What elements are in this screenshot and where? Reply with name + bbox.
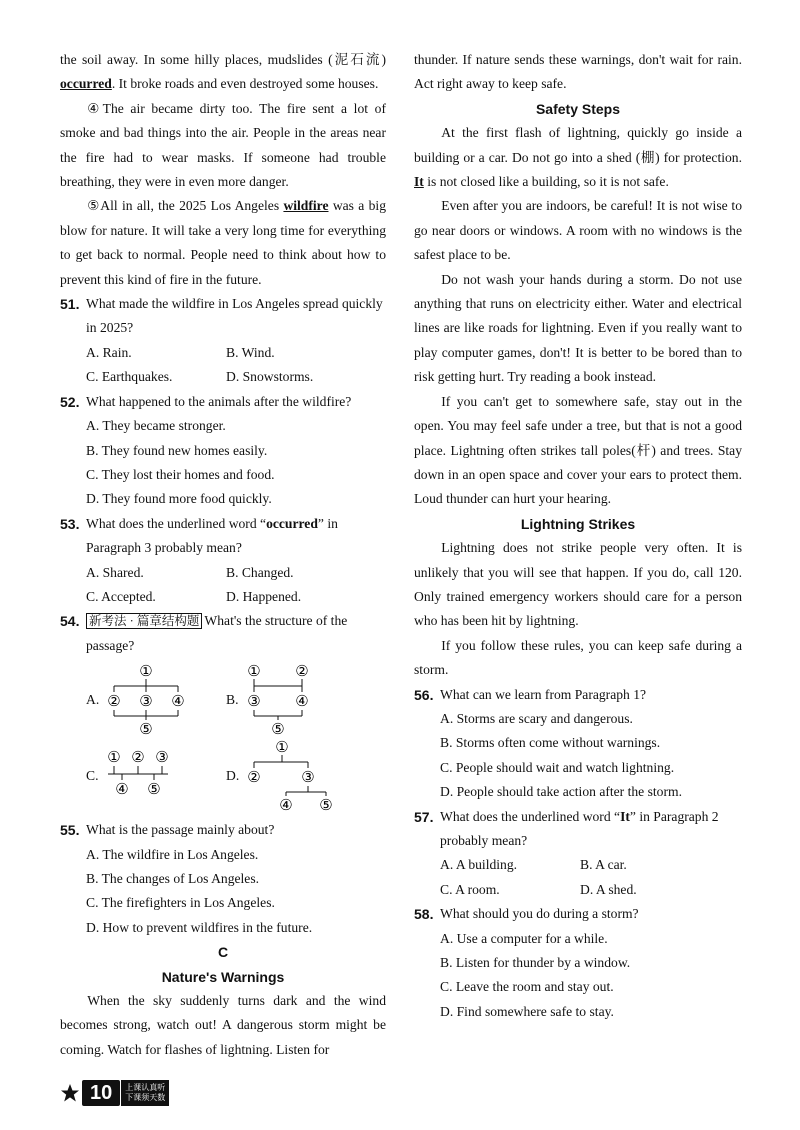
option[interactable]: B. Wind.	[226, 344, 275, 360]
heading-lightning-strikes: Lightning Strikes	[520, 515, 636, 532]
question-55: 55. What is the passage mainly about?	[60, 822, 275, 839]
safety-paragraph-3: Do not wash your hands during a storm. Do not use anything that runs on electricity either. Water and electrical lines are like roads for lightning. Even if you really want to play computer games, don't! It is better to be bored than to risk getting hurt. Try reading a book instead.	[414, 271, 742, 385]
question-51: 51. What made the wildfire in Los Angeles spread quickly in 2025?	[60, 296, 383, 336]
strikes-paragraph-2: If you follow these rules, you can keep safe during a storm.	[414, 637, 742, 678]
paragraph-5: ⑤All in all, the 2025 Los Angeles wildfire was a big blow for nature. It will take a very long time for everything to get back to normal. People need to think about how to prevent this kind of fire in the future.	[60, 198, 386, 287]
structure-diagrams	[60, 662, 386, 814]
question-57-options	[414, 853, 742, 902]
option[interactable]: D. People should take action after the storm.	[440, 784, 682, 800]
question-53: 53. What does the underlined word “occurred” in Paragraph 3 probably mean?	[60, 515, 338, 556]
svg-text:①: ①	[275, 740, 289, 757]
question-56-options	[414, 707, 742, 805]
svg-text:④: ④	[279, 798, 293, 815]
svg-text:②: ②	[131, 750, 145, 767]
option[interactable]: A. Use a computer for a while.	[440, 930, 608, 946]
footer-slogan: 上课认真听 下课须天数	[121, 1080, 169, 1106]
star-icon	[60, 1083, 80, 1103]
option[interactable]: A. Shared.	[86, 564, 144, 580]
structure-diagram-b	[242, 664, 332, 739]
svg-text:②: ②	[107, 694, 121, 711]
svg-text:⑤: ⑤	[319, 798, 333, 815]
question-55-options	[60, 843, 386, 941]
option[interactable]: B. Storms often come without warnings.	[440, 735, 661, 751]
option[interactable]: C. Earthquakes.	[86, 369, 173, 385]
page-footer	[60, 1080, 169, 1106]
left-column	[60, 48, 386, 1062]
question-58: 58. What should you do during a storm?	[414, 906, 639, 923]
option[interactable]: C. They lost their homes and food.	[86, 466, 275, 482]
svg-text:②: ②	[247, 770, 261, 787]
structure-option-a[interactable]: A. ① ② ③ ④ ⑤	[86, 662, 226, 738]
svg-text:③: ③	[247, 694, 261, 711]
svg-text:①: ①	[247, 664, 261, 681]
option[interactable]: C. A room.	[440, 881, 500, 897]
option[interactable]: D. Happened.	[226, 588, 302, 604]
svg-text:①: ①	[139, 664, 153, 681]
paragraph-3-end: the soil away. In some hilly places, mudslides (泥石流) occurred. It broke roads and even destroyed some houses.	[60, 52, 386, 92]
structure-option-d[interactable]: D. ① ② ③ ④ ⑤	[226, 740, 333, 815]
option[interactable]: C. Leave the room and stay out.	[440, 979, 614, 995]
question-type-tag: 新考法 · 篇章结构题	[86, 613, 202, 629]
page-number: 10	[82, 1080, 120, 1106]
question-52: 52. What happened to the animals after the wildfire?	[60, 393, 352, 410]
structure-diagram-a	[102, 664, 192, 739]
option[interactable]: A. They became stronger.	[86, 418, 226, 434]
svg-text:⑤: ⑤	[139, 722, 153, 739]
passage-c-paragraph-1-end: thunder. If nature sends these warnings, don't wait for rain. Act right away to keep safe.	[414, 52, 742, 92]
option[interactable]: C. People should wait and watch lightning.	[440, 759, 675, 775]
svg-text:①: ①	[107, 750, 121, 767]
question-51-options	[60, 341, 386, 390]
passage-title: Nature's Warnings	[161, 968, 285, 985]
svg-text:⑤: ⑤	[271, 722, 285, 739]
option[interactable]: B. A car.	[580, 857, 627, 873]
underlined-word-wildfire: wildfire	[283, 198, 329, 214]
option[interactable]: D. Find somewhere safe to stay.	[440, 1003, 614, 1019]
svg-text:④: ④	[115, 782, 129, 799]
svg-text:④: ④	[171, 694, 185, 711]
svg-text:⑤: ⑤	[147, 782, 161, 799]
svg-text:④: ④	[295, 694, 309, 711]
question-52-options	[60, 414, 386, 512]
option[interactable]: C. The firefighters in Los Angeles.	[86, 895, 275, 911]
structure-option-c[interactable]: C. ① ② ③ ④ ⑤	[86, 738, 226, 814]
option[interactable]: A. The wildfire in Los Angeles.	[86, 846, 259, 862]
svg-text:③: ③	[155, 750, 169, 767]
option[interactable]: B. They found new homes easily.	[86, 442, 268, 458]
svg-text:③: ③	[301, 770, 315, 787]
option[interactable]: C. Accepted.	[86, 588, 156, 604]
svg-text:②: ②	[295, 664, 309, 681]
strikes-paragraph-1: Lightning does not strike people very often. It is unlikely that you will see that happen. If you do, call 120. Only trained emergency workers should care for a person who has been hit by lightning.	[414, 540, 742, 629]
option[interactable]: D. How to prevent wildfires in the future.	[86, 919, 313, 935]
option[interactable]: D. Snowstorms.	[226, 369, 314, 385]
section-letter: C	[217, 944, 229, 961]
structure-diagram-c	[102, 740, 192, 812]
question-58-options	[414, 927, 742, 1025]
question-53-options	[60, 561, 386, 610]
option[interactable]: B. Changed.	[226, 564, 294, 580]
underlined-word-occurred: occurred	[60, 76, 112, 92]
question-54: 54. 新考法 · 篇章结构题 What's the structure of the passage?	[60, 613, 348, 653]
option[interactable]: D. They found more food quickly.	[86, 491, 272, 507]
structure-diagram-d	[242, 740, 333, 815]
question-57: 57. What does the underlined word “It” in Paragraph 2 probably mean?	[414, 808, 719, 848]
safety-paragraph-2: Even after you are indoors, be careful! It is not wise to go near doors or windows. A room with no windows is the safest place to be.	[414, 198, 742, 263]
option[interactable]: B. Listen for thunder by a window.	[440, 955, 631, 971]
heading-safety-steps: Safety Steps	[535, 100, 621, 117]
option[interactable]: D. A shed.	[580, 881, 637, 897]
paragraph-4: ④The air became dirty too. The fire sent a lot of smoke and bad things into the air. People in the areas near the fire had to wear masks. If someone had trouble breathing, they were in even more danger.	[60, 100, 386, 190]
option[interactable]: A. A building.	[440, 857, 518, 873]
option[interactable]: A. Storms are scary and dangerous.	[440, 710, 633, 726]
question-56: 56. What can we learn from Paragraph 1?	[414, 686, 647, 703]
right-column	[414, 48, 742, 1024]
option[interactable]: B. The changes of Los Angeles.	[86, 870, 260, 886]
option[interactable]: A. Rain.	[86, 344, 132, 360]
svg-text:③: ③	[139, 694, 153, 711]
underlined-word-it: It	[414, 174, 424, 190]
passage-c-paragraph-1: When the sky suddenly turns dark and the wind becomes strong, watch out! A dangerous storm might be coming. Watch for flashes of lightning. Listen for	[60, 993, 386, 1057]
structure-option-b[interactable]: B. ① ② ③ ④ ⑤	[226, 662, 386, 738]
safety-paragraph-4: If you can't get to somewhere safe, stay out in the open. You may feel safe under a tree, but that is not a good place. Lightning often strikes tall poles(杆) and trees. Stay down in an open space and cover your ears to protect them. Loud thunder can hurt your hearing.	[414, 393, 742, 507]
safety-paragraph-1: At the first flash of lightning, quickly go inside a building or a car. Do not go into a shed (棚) for protection. It is not closed like a building, so it is not safe.	[414, 125, 742, 190]
